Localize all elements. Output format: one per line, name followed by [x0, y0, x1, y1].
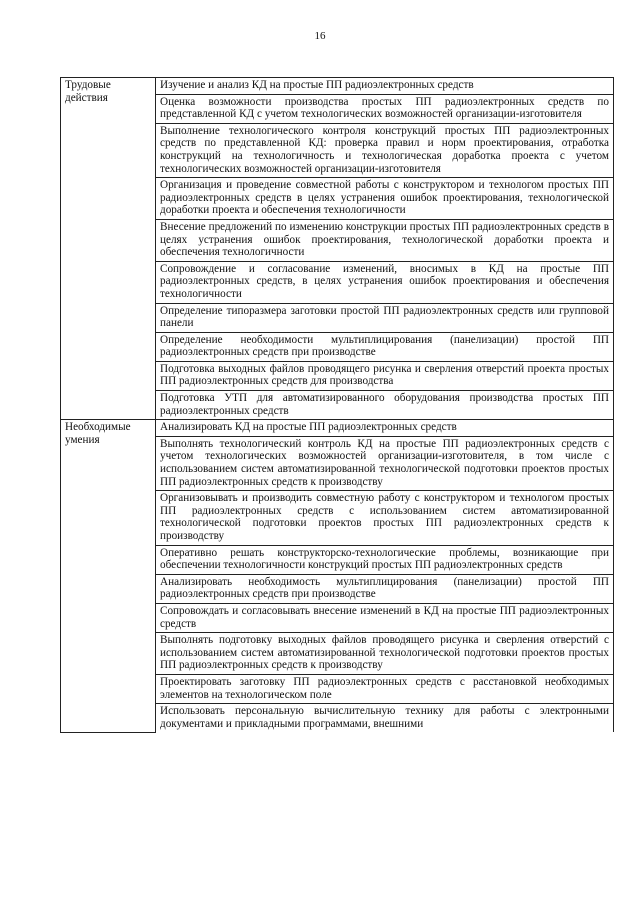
- requirement-item: Организация и проведение совместной работы с конструктором и технологом простых ПП радиоэлектронных средств в целях устранения ошибок проектирования, технологической доработки проекта и обеспечения технологичности: [156, 178, 614, 220]
- requirement-item: Проектировать заготовку ПП радиоэлектронных средств с расстановкой необходимых элементов на технологическом поле: [156, 674, 614, 703]
- table-row: [61, 78, 614, 95]
- requirement-item: Оценка возможности производства простых ПП радиоэлектронных средств по представленной КД с учетом технологических возможностей организации-изготовителя: [156, 94, 614, 123]
- section-label: Трудовые действия: [61, 78, 156, 420]
- requirement-item: Подготовка выходных файлов проводящего рисунка и сверления отверстий проекта простых ПП радиоэлектронных средств для производства: [156, 361, 614, 390]
- requirements-table: [60, 77, 614, 733]
- requirement-item: Определение типоразмера заготовки простой ПП радиоэлектронных средств или групповой панели: [156, 303, 614, 332]
- table-body: [61, 78, 614, 733]
- requirement-item: Изучение и анализ КД на простые ПП радиоэлектронных средств: [156, 78, 614, 95]
- requirement-item: Сопровождение и согласование изменений, вносимых в КД на простые ПП радиоэлектронных средств, в целях устранения ошибок проектирования и обеспечения технологичности: [156, 261, 614, 303]
- requirement-item: Оперативно решать конструкторско-технологические проблемы, возникающие при обеспечении технологичности конструкций простых ПП радиоэлектронных средств: [156, 545, 614, 574]
- section-label: Необходимые умения: [61, 420, 156, 733]
- requirement-item: Использовать персональную вычислительную технику для работы с электронными документами и прикладными программами, внешними: [156, 704, 614, 733]
- table-row: [61, 420, 614, 437]
- requirement-item: Сопровождать и согласовывать внесение изменений в КД на простые ПП радиоэлектронных средств: [156, 603, 614, 632]
- requirement-item: Анализировать КД на простые ПП радиоэлектронных средств: [156, 420, 614, 437]
- requirement-item: Определение необходимости мультиплицирования (панелизации) простой ПП радиоэлектронных средств при производстве: [156, 332, 614, 361]
- requirement-item: Выполнять технологический контроль КД на простые ПП радиоэлектронных средств с учетом технологических возможностей организации-изготовителя, в том числе с использованием систем автоматизированной технологической подготовки проектов простых ПП радиоэлектронных средств к производству: [156, 436, 614, 490]
- requirement-item: Внесение предложений по изменению конструкции простых ПП радиоэлектронных средств в целях устранения ошибок проектирования, технологической доработки проекта и обеспечения технологичности: [156, 219, 614, 261]
- requirement-item: Организовывать и производить совместную работу с конструктором и технологом простых ПП радиоэлектронных средств с использованием систем автоматизированной технологической подготовки проектов простых ПП радиоэлектронных средств к производству: [156, 491, 614, 545]
- requirement-item: Выполнение технологического контроля конструкций простых ПП радиоэлектронных средств по представленной КД: проверка правил и норм проектирования, отработка конструкций на технологичность и технологическая доработка проекта с учетом технологических возможностей организации-изготовителя: [156, 123, 614, 177]
- requirement-item: Выполнять подготовку выходных файлов проводящего рисунка и сверления отверстий с использованием систем автоматизированной технологической подготовки проектов простых ПП радиоэлектронных средств к производству: [156, 633, 614, 675]
- requirement-item: Подготовка УТП для автоматизированного оборудования производства простых ПП радиоэлектронных средств: [156, 391, 614, 420]
- page-number: 16: [314, 30, 326, 42]
- requirement-item: Анализировать необходимость мультиплицирования (панелизации) простой ПП радиоэлектронных средств при производстве: [156, 574, 614, 603]
